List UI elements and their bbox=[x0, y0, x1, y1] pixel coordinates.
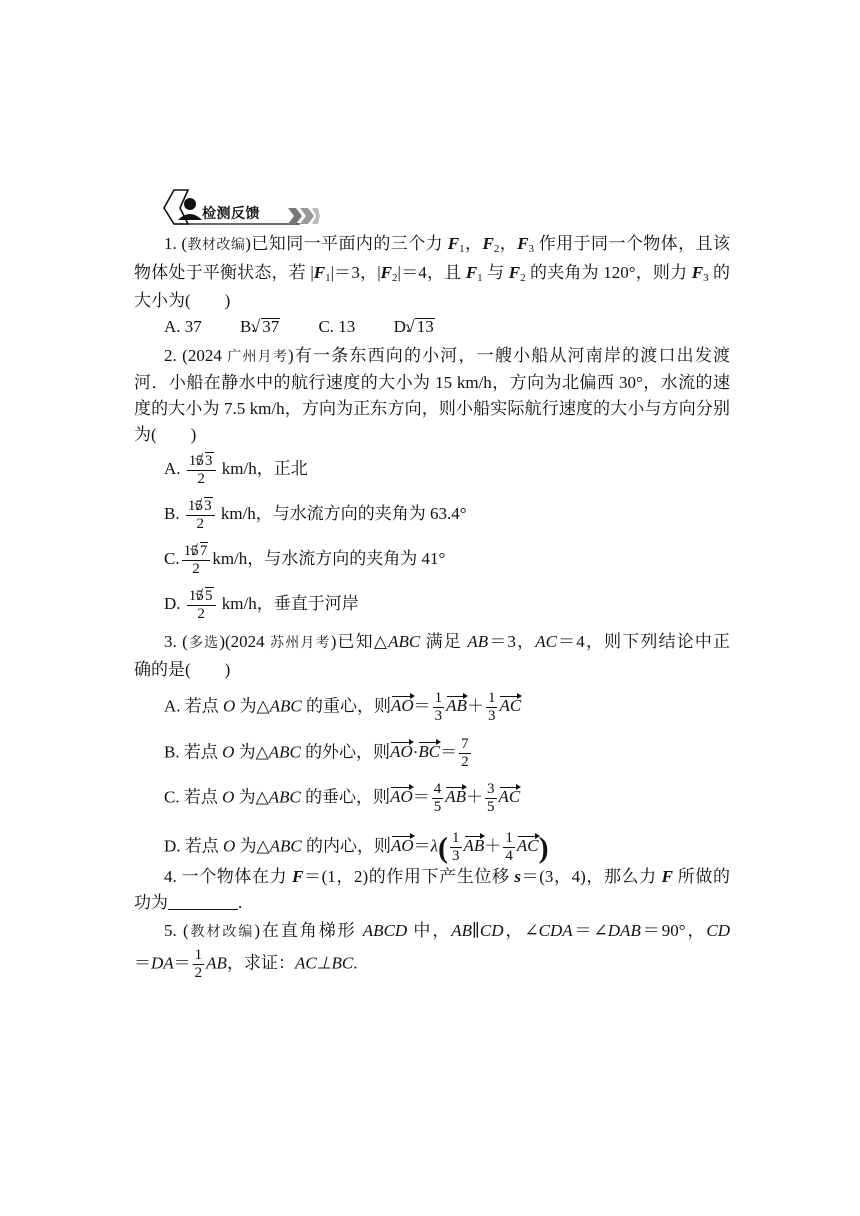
q1-option-a[interactable]: A. 37 bbox=[164, 317, 202, 336]
section-title: 检测反馈 bbox=[202, 206, 260, 222]
q2-option-d[interactable]: D. $\frac{15√ 5}{2}$ km/h，垂直于河岸 bbox=[164, 587, 359, 623]
q4-line2: 功为 . bbox=[134, 893, 243, 912]
q1-option-b[interactable]: B. √ 37 bbox=[240, 316, 280, 338]
q4-answer-blank[interactable] bbox=[168, 893, 238, 910]
q1-line2: 物体处于平衡状态，若 $|F_1|=3$，$|F_2|=4$，且 $F_1$ 与 $F_2$ 的夹角为 120°，则力 $F_3$ 的 bbox=[134, 263, 731, 284]
q3-option-b[interactable]: B. 若点 O 为△ABC 的外心，则AO·BC＝ $\frac{7}{2}$ bbox=[164, 736, 469, 770]
q1-line1: 1. (教材改编)已知同一平面内的三个力 $F_1$，$F_2$，$F_3$ 作用于同一个物体，且该 bbox=[164, 234, 731, 255]
q2-option-b[interactable]: B. $\frac{15√ 3}{2}$ km/h，与水流方向的夹角为 63.4° bbox=[164, 497, 467, 533]
q2-line2: 河．小船在静水中的航行速度的大小为 15 km/h，方向为北偏西 30°，水流的速 bbox=[134, 373, 730, 392]
q5-line1: 5. (教材改编)在直角梯形 ABCD 中，AB∥CD，∠CDA＝∠DAB＝90°，CD bbox=[164, 921, 731, 940]
q2-option-a[interactable]: A. $\frac{15√ 3}{2}$ km/h，正北 bbox=[164, 452, 308, 488]
q2-line1: 2. (2024 广州月考)有一条东西向的小河，一艘小船从河南岸的渡口出发渡 bbox=[164, 346, 731, 365]
q2-line4: 为( ) bbox=[134, 425, 197, 444]
q3-option-c[interactable]: C. 若点 O 为△ABC 的垂心，则AO＝ $\frac{4}{5}$ AB＋ $\frac{3}{5}$ AC bbox=[164, 781, 521, 815]
q3-option-a[interactable]: A. 若点 O 为△ABC 的重心，则AO＝ $\frac{1}{3}$ AB＋ $\frac{1}{3}$ AC bbox=[164, 690, 522, 724]
q3-line2: 确的是( ) bbox=[134, 660, 231, 679]
q1-option-c[interactable]: C. 13 bbox=[318, 317, 356, 336]
q2-option-c[interactable]: C. $\frac{15√ 7}{2}$ km/h，与水流方向的夹角为 41° bbox=[164, 542, 445, 578]
q2-line3: 度的大小为 7.5 km/h，方向为正东方向，则小船实际航行速度的大小与方向分别 bbox=[134, 399, 730, 418]
q4-line1: 4. 一个物体在力 F＝(1，2)的作用下产生位移 s＝(3，4)，那么力 F 所做的 bbox=[164, 867, 731, 886]
q1-line3: 大小为( ) bbox=[134, 291, 231, 310]
q1-option-d[interactable]: D. √ 13 bbox=[394, 316, 435, 338]
q3-option-d[interactable]: D. 若点 O 为△ABC 的内心，则AO＝λ( $\frac{1}{3}$ AB＋ $\frac{1}{4}$ AC) bbox=[164, 830, 549, 865]
q3-line1: 3. (多选)(2024 苏州月考)已知△ABC 满足 AB＝3，AC＝4，则下列结论中正 bbox=[164, 632, 731, 651]
q1-options bbox=[164, 316, 469, 338]
q5-line2: ＝DA＝ $\frac{1}{2}$ AB，求证：AC⊥BC. bbox=[134, 947, 358, 981]
